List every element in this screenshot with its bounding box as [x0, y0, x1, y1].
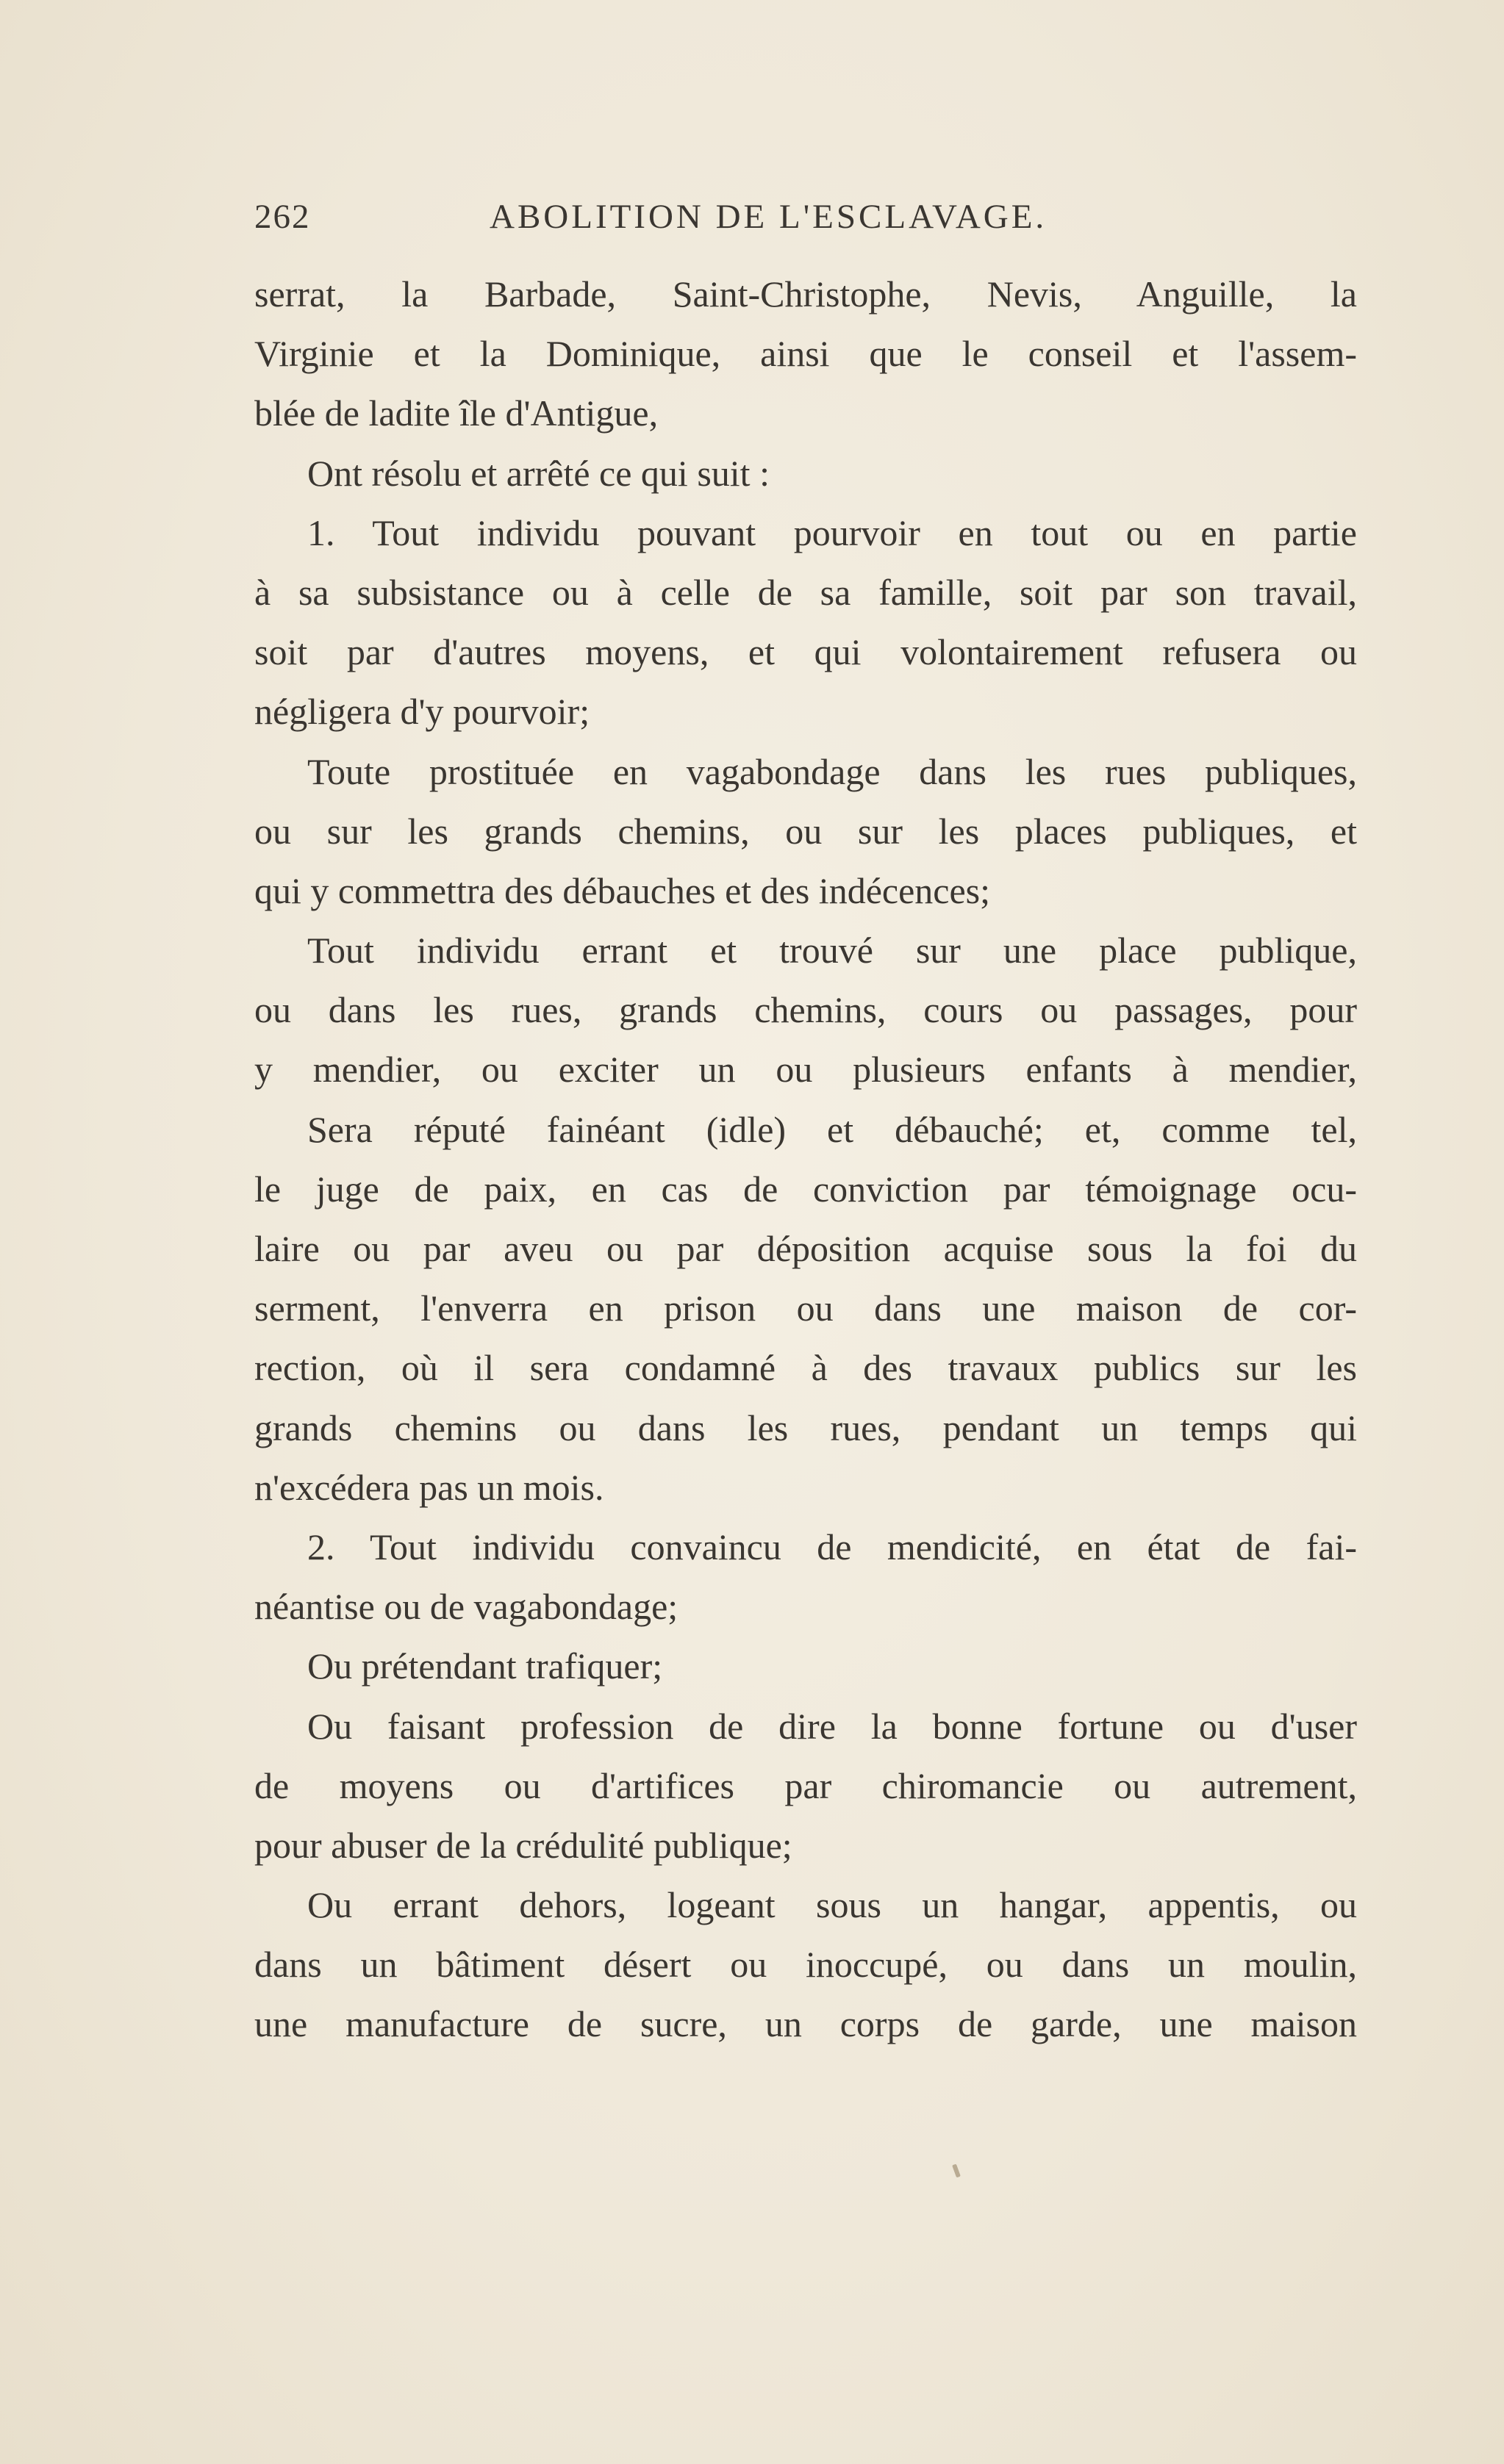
text-line: y mendier, ou exciter un ou plusieurs enfants à mendier, — [254, 1049, 1357, 1091]
text-line: soit par d'autres moyens, et qui volontairement refusera ou — [254, 631, 1357, 673]
running-title: ABOLITION DE L'ESCLAVAGE. — [490, 198, 1048, 236]
running-header — [254, 197, 1129, 248]
text-line: Ou faisant profession de dire la bonne fortune ou d'user — [307, 1705, 1357, 1747]
text-line: n'excédera pas un mois. — [254, 1466, 604, 1508]
text-line: serment, l'enverra en prison ou dans une maison de cor- — [254, 1287, 1357, 1329]
text-line: rection, où il sera condamné à des travaux publics sur les — [254, 1347, 1357, 1389]
text-line: une manufacture de sucre, un corps de garde, une maison — [254, 2003, 1357, 2045]
text-line: Ou prétendant trafiquer; — [307, 1645, 663, 1687]
text-line: Tout individu errant et trouvé sur une place publique, — [307, 930, 1357, 971]
paper-mark — [952, 2164, 961, 2178]
text-line: de moyens ou d'artifices par chiromancie ou autrement, — [254, 1764, 1357, 1806]
text-line: ou dans les rues, grands chemins, cours ou passages, pour — [254, 989, 1357, 1031]
text-line: négligera d'y pourvoir; — [254, 691, 590, 733]
text-line: Toute prostituée en vagabondage dans les rues publiques, — [307, 750, 1357, 792]
text-line: Ou errant dehors, logeant sous un hangar, appentis, ou — [307, 1884, 1357, 1926]
text-line: 2. Tout individu convaincu de mendicité, en état de fai- — [307, 1526, 1357, 1567]
text-line: ou sur les grands chemins, ou sur les places publiques, et — [254, 810, 1357, 852]
text-line: qui y commettra des débauches et des indécences; — [254, 869, 991, 911]
text-line: Virginie et la Dominique, ainsi que le conseil et l'assem- — [254, 333, 1357, 375]
text-line: serrat, la Barbade, Saint-Christophe, Nevis, Anguille, la — [254, 273, 1357, 315]
text-line: blée de ladite île d'Antigue, — [254, 392, 659, 434]
text-line: Ont résolu et arrêté ce qui suit : — [307, 452, 770, 494]
text-line: dans un bâtiment désert ou inoccupé, ou dans un moulin, — [254, 1944, 1357, 1986]
page-number: 262 — [254, 198, 311, 236]
text-line: 1. Tout individu pouvant pourvoir en tout ou en partie — [307, 511, 1357, 553]
text-line: grands chemins ou dans les rues, pendant un temps qui — [254, 1407, 1357, 1448]
text-line: laire ou par aveu ou par déposition acquise sous la foi du — [254, 1228, 1357, 1269]
body-text — [254, 265, 1357, 2055]
text-line: le juge de paix, en cas de conviction par témoignage ocu- — [254, 1168, 1357, 1210]
text-line: à sa subsistance ou à celle de sa famille, soit par son travail, — [254, 571, 1357, 613]
text-line: pour abuser de la crédulité publique; — [254, 1824, 792, 1866]
text-line: néantise ou de vagabondage; — [254, 1586, 678, 1628]
text-line: Sera réputé fainéant (idle) et débauché; et, comme tel, — [307, 1108, 1357, 1150]
